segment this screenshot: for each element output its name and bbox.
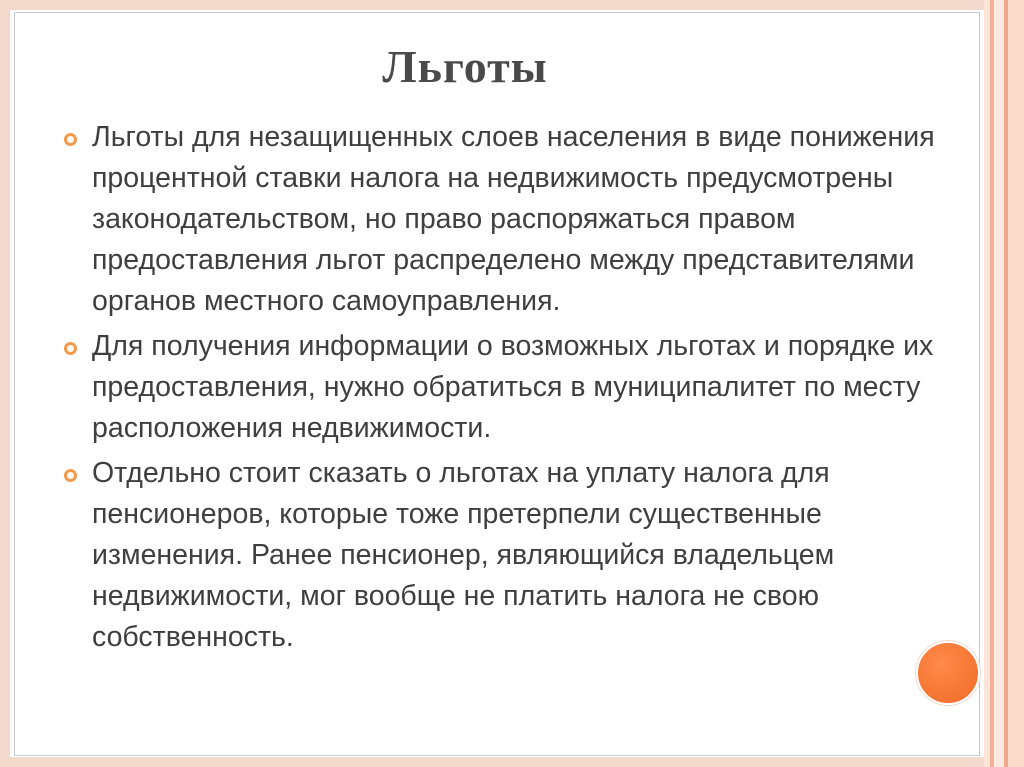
ring-bullet-icon <box>64 133 77 146</box>
bullet-item <box>62 117 952 322</box>
decorative-stripes <box>984 0 1024 767</box>
slide-title: Льготы <box>382 41 548 92</box>
bullet-text: Льготы для незащищенных слоев населения в виде понижения процентной ставки налога на недвижимость предусмотрены законодательством, но право распоряжаться правом предоставления льгот распределено между представителями органов местного самоуправления. <box>92 121 935 317</box>
orange-circle-icon <box>916 641 980 705</box>
bullet-item <box>62 326 952 449</box>
ring-bullet-icon <box>64 342 77 355</box>
bullet-item <box>62 453 952 658</box>
bullet-text: Для получения информации о возможных льготах и порядке их предоставления, нужно обратиться в муниципалитет по месту расположения недвижимости. <box>92 330 934 444</box>
bullet-text: Отдельно стоит сказать о льготах на уплату налога для пенсионеров, которые тоже претерпели существенные изменения. Ранее пенсионер, являющийся владельцем недвижимости, мог вообще не платить налога не свою собственность. <box>92 457 835 653</box>
bullet-list <box>62 117 952 662</box>
ring-bullet-icon <box>64 469 77 482</box>
